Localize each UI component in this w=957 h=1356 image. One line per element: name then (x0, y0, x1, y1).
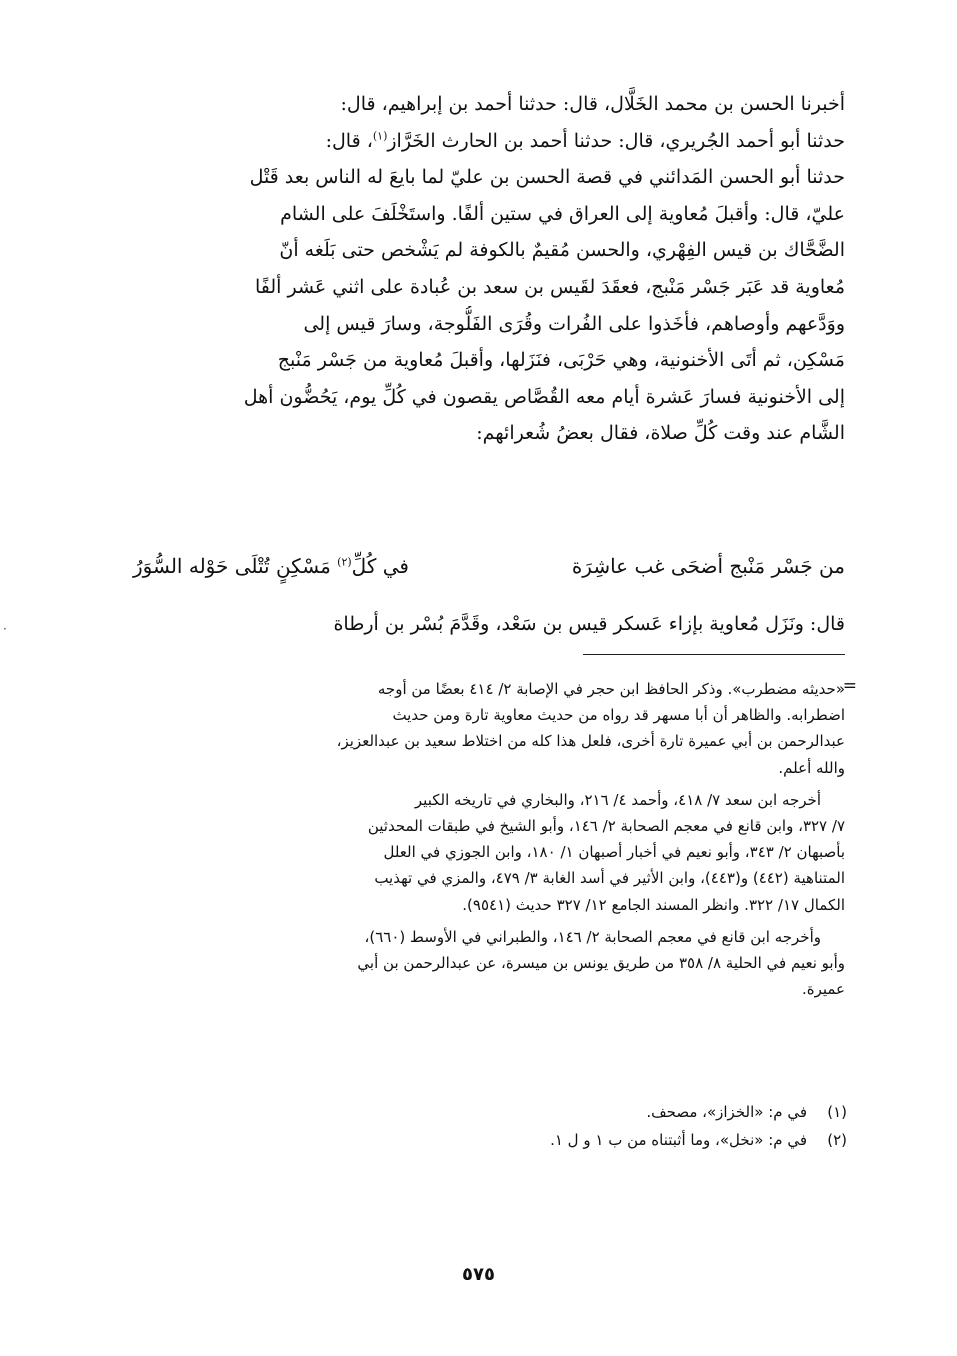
page-number: ٥٧٥ (462, 1264, 495, 1285)
main-text-line: مُعاوية قد عَبَر جَسْر مَنْبج، فعقَدَ لقَيس بن سعد بن عُبادة على اثني عَشر ألفًا (254, 275, 845, 298)
main-text-line (133, 123, 845, 160)
main-text-last-line: قال: ونَزَل مُعاوية بإزاء عَسكر قيس بن سَعْد، وقَدَّمَ بُسْر بن أرطاة (333, 613, 845, 635)
footnote-line: «حديثه مضطرب». وذكر الحافظ ابن حجر في الإصابة ٢/ ٤١٤ بعضًا من أوجه (377, 680, 845, 698)
verse-first-hemistich: من جَسْر مَنْبج أضحَى غب عاشِرَة (571, 554, 845, 578)
footnote-line: عبدالرحمن بن أبي عميرة تارة أخرى، فلعل هذا كله من اختلاط سعيد بن عبدالعزيز، (336, 732, 845, 751)
main-text-line: إلى الأخنونية فسارَ عَشرة أيام معه القُصَّاص يقصون في كُلِّ يوم، يَحُضُّون أهل (243, 385, 845, 408)
note-text: في م: «نخل»، وما أثبتناه من ب ١ و ل ١. (550, 1131, 807, 1149)
verse-second-suffix: مَسْكِنٍ تُتْلَى حَوْله السُّوَرُ (133, 554, 331, 578)
main-text-line: حدثنا أبو الحسن المَدائني في قصة الحسن بن عليّ لما بايعَ له الناس بعد قَتْل (249, 166, 845, 189)
footnotes-block (165, 676, 845, 1008)
footnote-line: المتناهية (٤٤٢) و(٤٤٣)، وابن الأثير في أسد الغابة ٣/ ٤٧٩، والمزي في تهذيب (374, 869, 845, 888)
poetry-verse (133, 546, 845, 586)
main-text-line: مَسْكِن، ثم أتَى الأخنونية، وهي حَرْبَى، فنَزَلها، وأقبلَ مُعاوية من جَسْر مَنْبج (277, 349, 845, 372)
footnote-paragraph (165, 787, 845, 918)
footnote-line: وأخرجه ابن قانع في معجم الصحابة ٢/ ١٤٦، والطبراني في الأوسط (٦٦٠)، (364, 927, 821, 946)
footnote-line: ٧/ ٣٢٧، وابن قانع في معجم الصحابة ٢/ ١٤٦، وأبو الشيخ في طبقات المحدثين (367, 816, 845, 835)
footnote-marker-1: (١) (372, 129, 388, 143)
footnote-line: بأصبهان ٢/ ٣٤٣، وأبو نعيم في أخبار أصبهان ١/ ١٨٠، وابن الجوزي في العلل (383, 843, 845, 862)
main-text-line: عليّ، قال: وأقبلَ مُعاوية إلى العراق في ستين ألفًا. واستَخْلَفَ على الشام (280, 202, 845, 225)
footnote-marker-2: (٢) (337, 555, 352, 569)
footnote-line: والله أعلم. (778, 758, 845, 777)
main-text-line: ووَدَّعهم وأوصاهم، فأخَذوا على الفُرات وقُرَى الفَلُّوجة، وسارَ قيس إلى (303, 312, 845, 335)
main-text-body (133, 86, 845, 452)
footnote-line: أخرجه ابن سعد ٧/ ٤١٨، وأحمد ٤/ ٢١٦، والبخاري في تاريخه الكبير (414, 790, 821, 809)
note-number: (١) (827, 1103, 847, 1121)
footnote-paragraph (165, 676, 845, 781)
main-text-line: الضَّحَّاك بن قيس الفِهْري، والحسن مُقيمٌ بالكوفة لم يَشْخص حتى بَلَغه أنّ (279, 239, 845, 262)
footnote-line: عميرة. (801, 980, 845, 999)
continuation-mark: = (842, 676, 857, 696)
footnote-line: وأبو نعيم في الحلية ٨/ ٣٥٨ من طريق يونس بن ميسرة، عن عبدالرحمن بن أبي (357, 953, 845, 972)
note-text: في م: «الخزاز»، مصحف. (646, 1103, 807, 1121)
numbered-notes (147, 1098, 847, 1154)
main-text-line: الشَّام عند وقت كُلِّ صلاة، فقال بعضُ شُعرائهم: (476, 422, 845, 445)
note-item (147, 1098, 847, 1126)
note-number: (٢) (827, 1131, 847, 1149)
footnote-paragraph (165, 924, 845, 1003)
verse-second-hemistich (133, 546, 409, 586)
footnote-separator (583, 654, 845, 655)
verse-second-prefix: في كُلِّ (351, 554, 409, 578)
main-text-line: أخبرنا الحسن بن محمد الخَلَّال، قال: حدثنا أحمد بن إبراهيم، قال: (340, 93, 845, 115)
main-text-line-content: حدثنا أبو أحمد الجُريري، قال: حدثنا أحمد بن الحارث الخَرَّاز (387, 129, 845, 152)
main-text-line-suffix: ، قال: (325, 129, 373, 152)
margin-tick: · (3, 622, 7, 636)
footnote-line: الكمال ١٧/ ٣٢٢. وانظر المسند الجامع ١٢/ ٣٢٧ حديث (٩٥٤١). (462, 895, 845, 914)
note-item (147, 1126, 847, 1154)
footnote-line: اضطرابه. والظاهر أن أبا مسهر قد رواه من حديث معاوية تارة ومن حديث (392, 706, 845, 725)
